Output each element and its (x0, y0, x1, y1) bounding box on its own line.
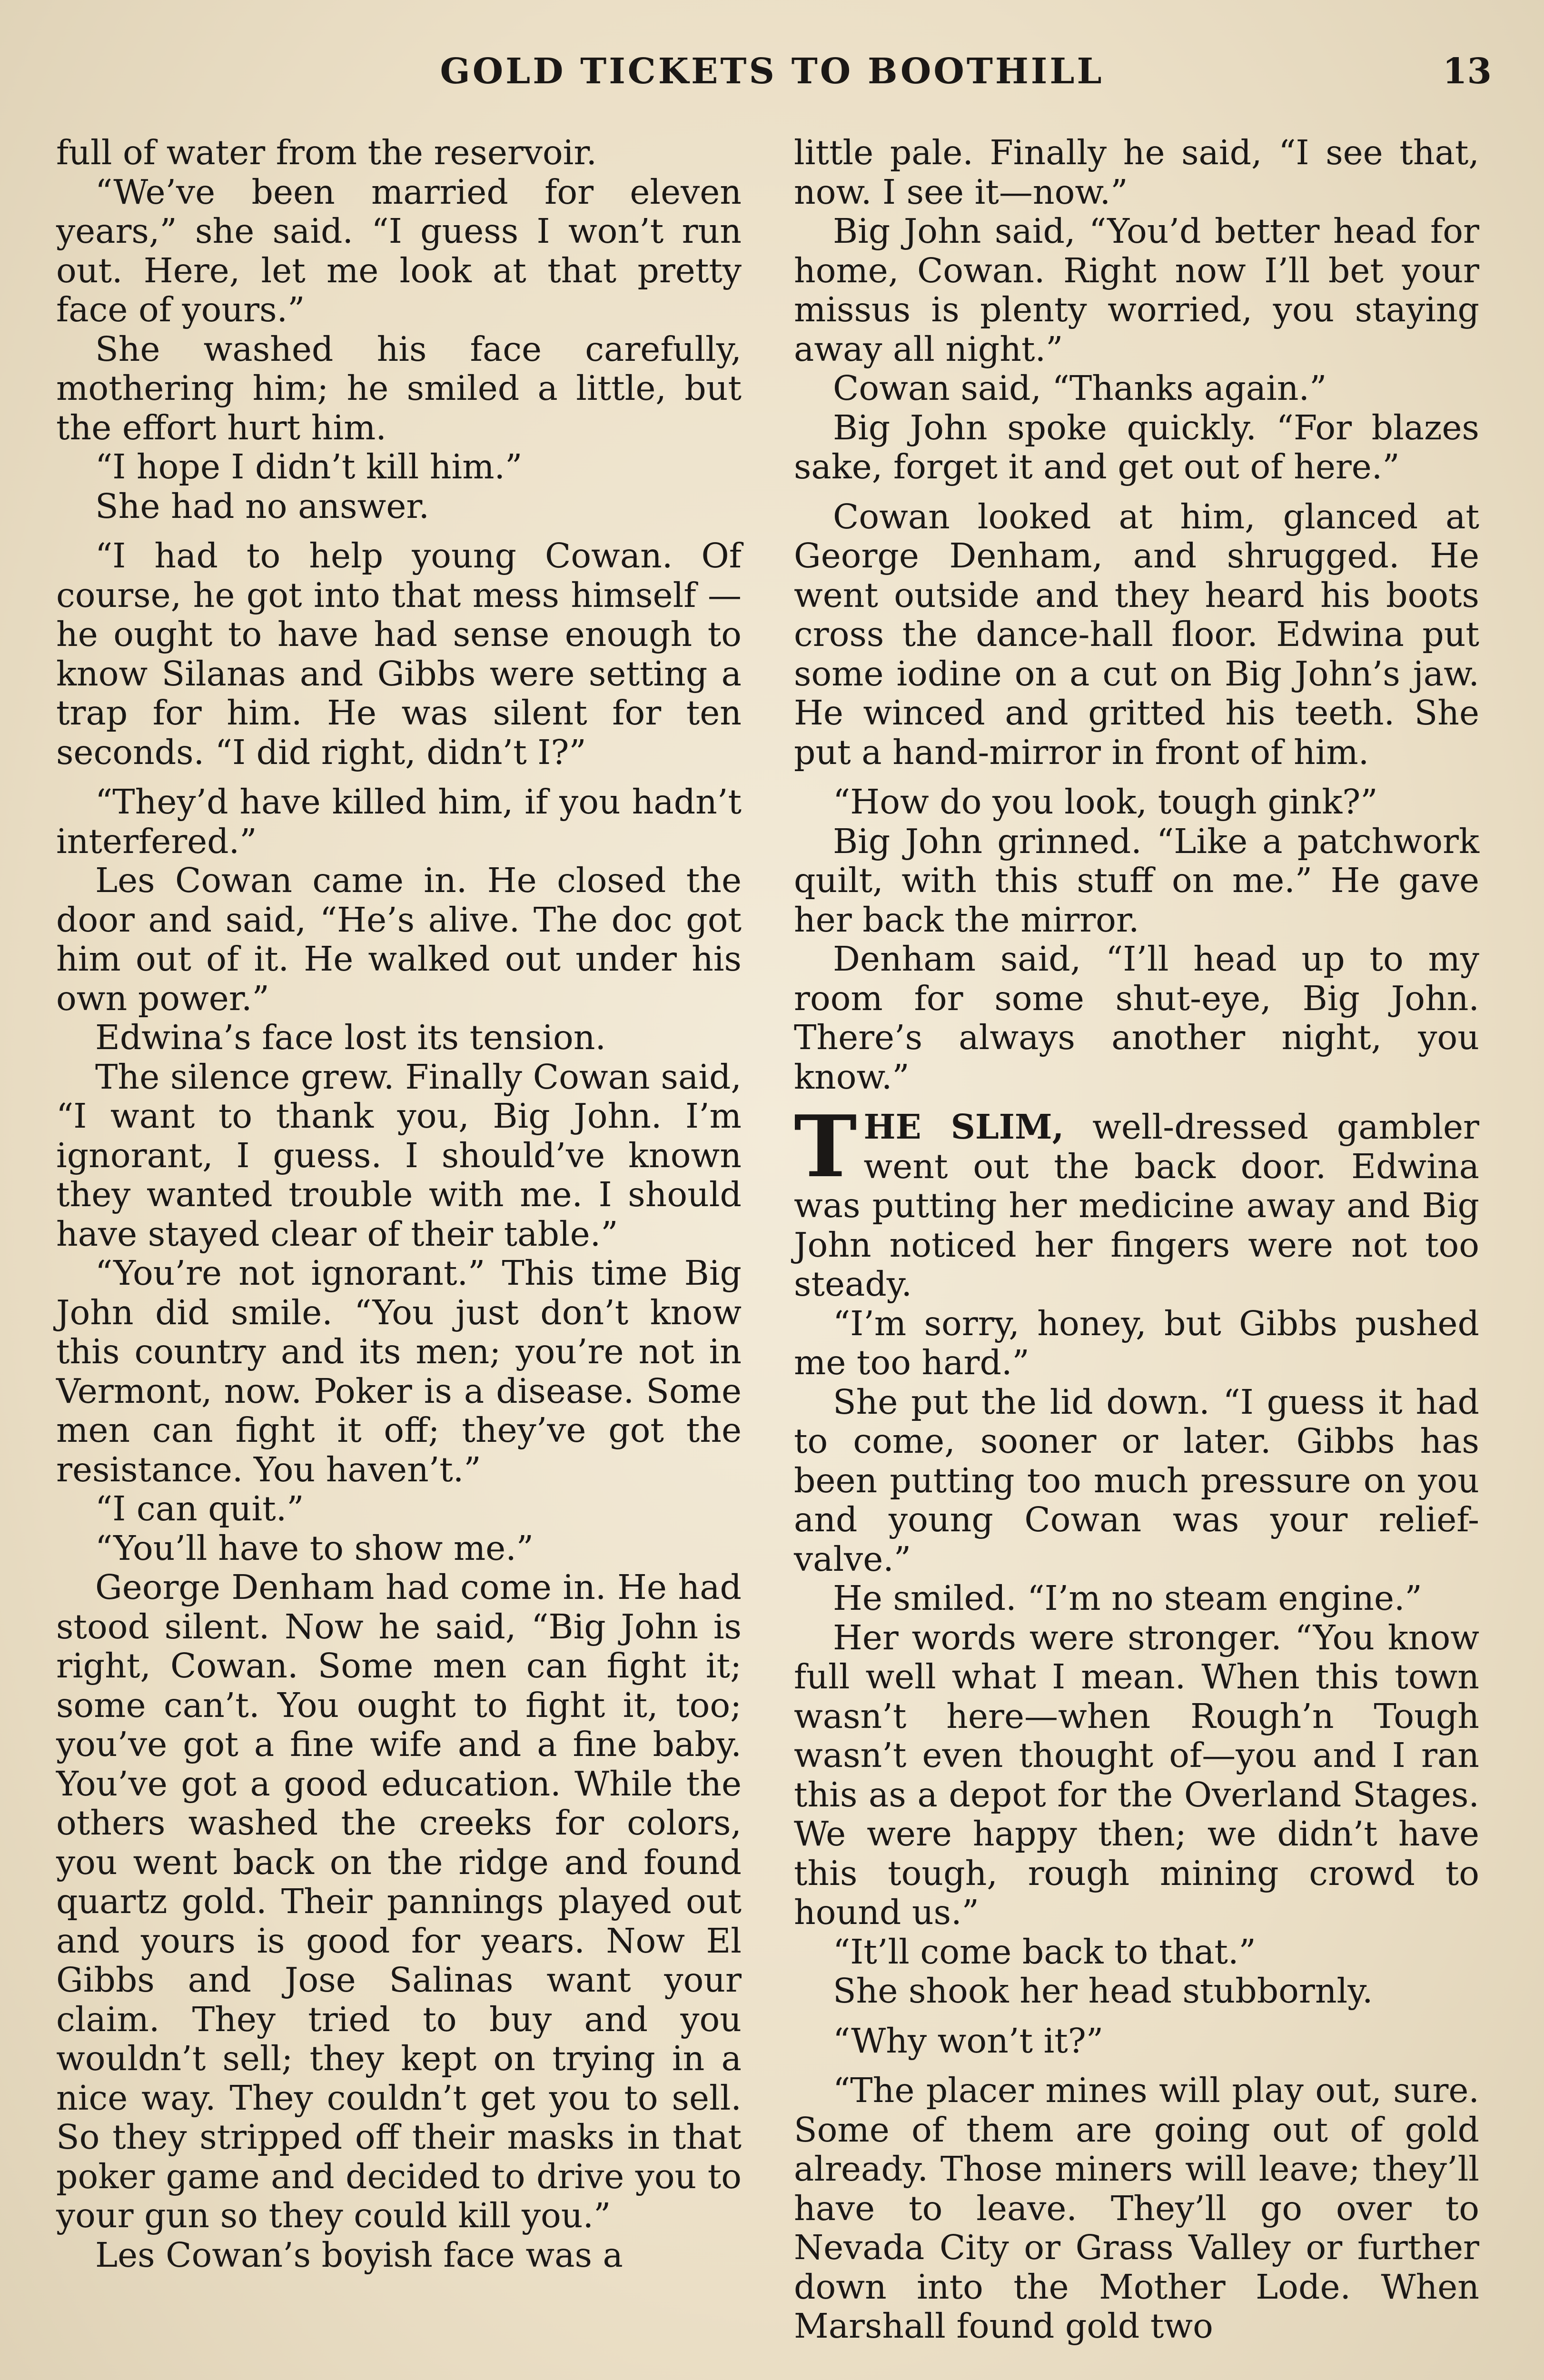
paragraph: Denham said, “I’ll head up to my room for some shut-eye, Big John. There’s always another night, you know.” (794, 939, 1479, 1097)
paragraph: The silence grew. Finally Cowan said, “I want to thank you, Big John. I’m ignorant, I guess. I should’ve known they wanted trouble with me. I should have stayed clear of their table.” (56, 1057, 742, 1254)
paragraph: “I can quit.” (95, 1489, 304, 1528)
paragraph: “It’ll come back to that.” (833, 1932, 1256, 1972)
page-number: 13 (1443, 51, 1492, 92)
running-title: GOLD TICKETS TO BOOTHILL (440, 51, 1104, 92)
paragraph: Cowan looked at him, glanced at George Denham, and shrugged. He went outside and they heard his boots cross the dance-hall floor. Edwina put some iodine on a cut on Big John’s jaw. He winced and gritted his teeth. She put a hand-mirror in front of him. (794, 496, 1479, 772)
paragraph: Les Cowan’s boyish face was a (95, 2235, 623, 2275)
paragraph-text: well-dressed gambler went out the back door. Edwina was putting her medicine away and Big John noticed her fingers were not too steady. (794, 1107, 1479, 1304)
paragraph: “How do you look, tough gink?” (833, 782, 1378, 822)
paragraph: little pale. Finally he said, “I see that, now. I see it—now.” (794, 133, 1479, 212)
paragraph: “The placer mines will play out, sure. Some of them are going out of gold already. Those miners will leave; they’ll have to leave. They’ll go over to Nevada City or Grass Valley or further down into the Mother Lode. When Marshall found gold two (794, 2071, 1479, 2346)
paragraph: Big John grinned. “Like a patchwork quilt, with this stuff on me.” He gave her back the mirror. (794, 821, 1479, 940)
paragraph: “I’m sorry, honey, but Gibbs pushed me too hard.” (794, 1303, 1479, 1382)
paragraph: She washed his face carefully, mothering him; he smiled a little, but the effort hurt him. (56, 329, 742, 447)
paragraph: Big John said, “You’d better head for home, Cowan. Right now I’ll bet your missus is plenty worried, you staying away all night.” (794, 211, 1479, 369)
paragraph: “They’d have killed him, if you hadn’t interfered.” (56, 782, 742, 861)
paragraph: Edwina’s face lost its tension. (95, 1018, 606, 1057)
paragraph: She shook her head stubbornly. (833, 1971, 1373, 2011)
paragraph: George Denham had come in. He had stood silent. Now he said, “Big John is right, Cowan. Some men can fight it; some can’t. You ought to fight it, too; you’ve got a fine wife and a fine baby. You’ve got a good education. While the others washed the creeks for colors, you went back on the ridge and found quartz gold. Their pannings played out and yours is good for years. Now El Gibbs and Jose Salinas want your claim. They tried to buy and you wouldn’t sell; they kept on trying in a nice way. They couldn’t get you to sell. So they stripped off their masks in that poker game and decided to drive you to your gun so they could kill you.” (56, 1567, 742, 2235)
paragraph: “You’re not ignorant.” This time Big John did smile. “You just don’t know this country and its men; you’re not in Vermont, now. Poker is a disease. Some men can fight it off; they’ve got the resistance. You haven’t.” (56, 1253, 742, 1489)
paragraph: Her words were stronger. “You know full well what I mean. When this town wasn’t here—when Rough’n Tough wasn’t even thought of—you and I ran this as a depot for the Overland Stages. We were happy then; we didn’t have this tough, rough mining crowd to hound us.” (794, 1617, 1479, 1932)
right-column (794, 133, 1479, 2346)
paragraph: Cowan said, “Thanks again.” (833, 368, 1327, 408)
paragraph: He smiled. “I’m no steam engine.” (833, 1578, 1422, 1618)
paragraph: “You’ll have to show me.” (95, 1528, 534, 1568)
paragraph: She had no answer. (95, 486, 430, 526)
paragraph: She put the lid down. “I guess it had to come, sooner or later. Gibbs has been putting too much pressure on you and young Cowan was your relief-valve.” (794, 1382, 1479, 1579)
drop-cap: T (794, 1097, 857, 1196)
paragraph: Big John spoke quickly. “For blazes sake, forget it and get out of here.” (794, 407, 1479, 486)
paragraph: “Why won’t it?” (833, 2021, 1104, 2061)
section-opening-paragraph (794, 1097, 1479, 1304)
paragraph: “I hope I didn’t kill him.” (95, 447, 523, 486)
page-header (52, 45, 1492, 98)
left-column (56, 133, 742, 2275)
section-lead-in: HE SLIM, (863, 1107, 1064, 1147)
paragraph: “I had to help young Cowan. Of course, he got into that mess himself —he ought to have had sense enough to know Silanas and Gibbs were setting a trap for him. He was silent for ten seconds. “I did right, didn’t I?” (56, 536, 742, 772)
paragraph: “We’ve been married for eleven years,” she said. “I guess I won’t run out. Here, let me look at that pretty face of yours.” (56, 172, 742, 329)
paragraph: full of water from the reservoir. (56, 133, 597, 172)
paragraph: Les Cowan came in. He closed the door and said, “He’s alive. The doc got him out of it. He walked out under his own power.” (56, 861, 742, 1018)
